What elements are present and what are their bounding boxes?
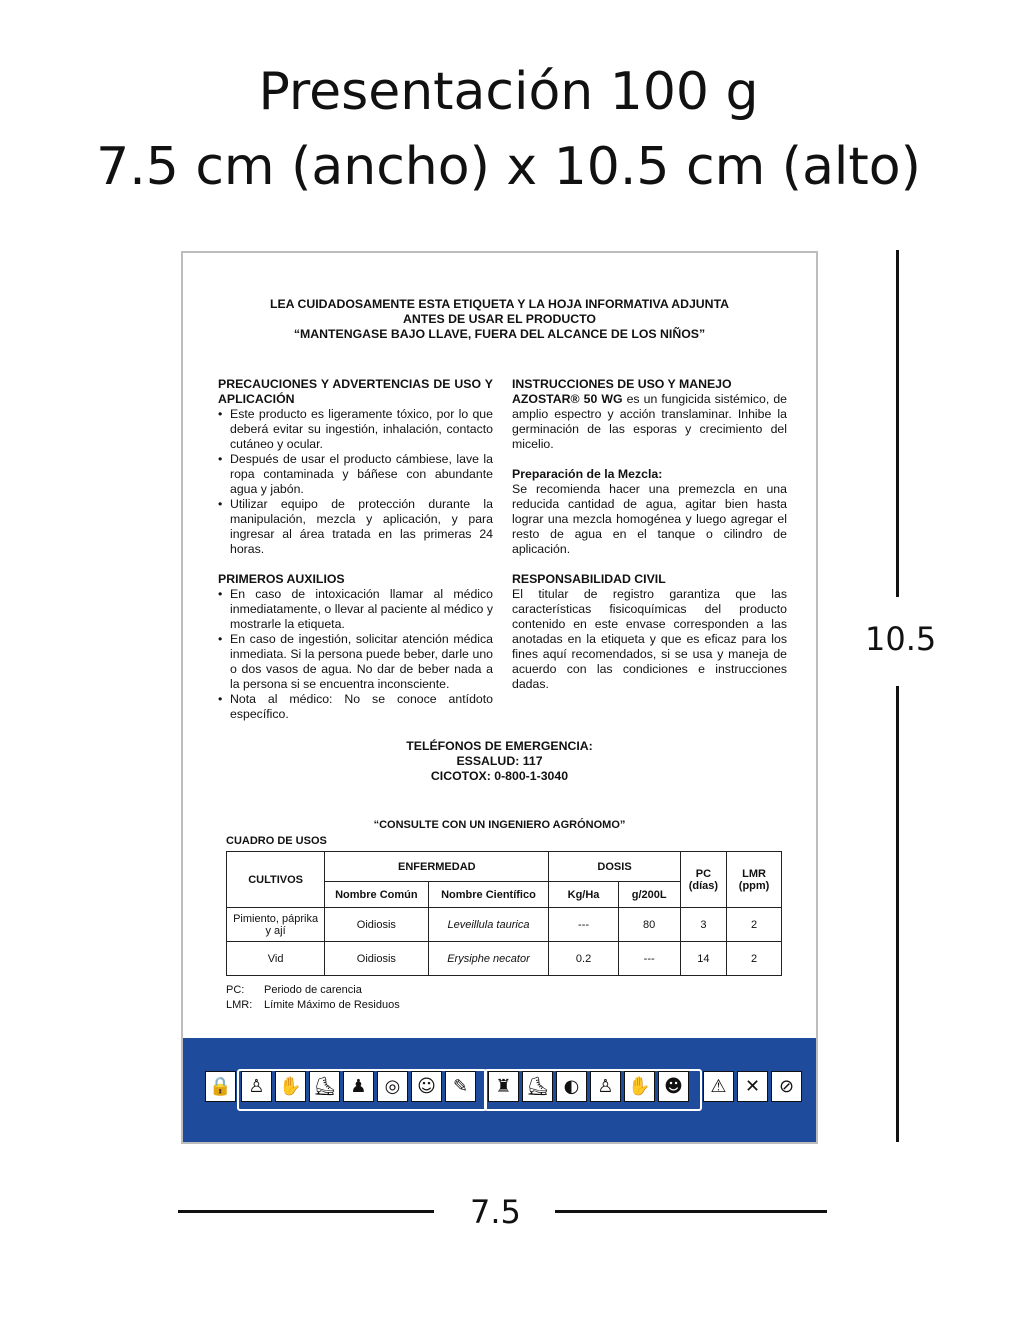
note-text: Límite Máximo de Residuos [264,999,400,1011]
first-aid-list [218,587,493,722]
height-dimension-line-bottom [896,686,899,1142]
note-abbr: PC: [226,984,245,996]
th-dosis: DOSIS [549,852,680,882]
table-row [227,908,782,942]
precautions-title: PRECAUCIONES Y ADVERTENCIAS DE USO Y APLICACIÓN [218,377,493,406]
width-dimension-line-right [555,1210,827,1213]
cell-cultivo: Vid [227,942,325,976]
th-g200l: g/200L [618,882,680,908]
respirator-icon: ☺ [411,1071,442,1102]
list-item: • Este producto es ligeramente tóxico, por lo que deberá evitar su ingestión, inhalación, contacto cutáneo y ocular. [218,407,493,452]
th-kgha: Kg/Ha [549,882,618,908]
table-row [227,942,782,976]
cell-g200l: 80 [618,908,680,942]
th-cultivos: CULTIVOS [227,852,325,908]
liability-title: RESPONSABILIDAD CIVIL [512,572,666,586]
pictogram-strip-prep [241,1071,476,1105]
coverall-icon: ♙ [241,1071,272,1102]
mixing-text: Se recomienda hacer una premezcla en una reducida cantidad de agua, agitar bien hasta lograr una mezcla homogénea y luego agregar el resto de agua en el tanque o cilindro de aplicación. [512,482,787,556]
coverall-icon: ♙ [590,1071,621,1102]
liability-text: El titular de registro garantiza que las características fisicoquímicas del producto contenido en este envase corresponden a las anotadas en la etiqueta y que es eficaz para los fines aquí recomendados, si se usa y maneja de acuerdo con las condiciones e instrucciones dadas. [512,587,787,691]
uses-table [226,851,782,976]
note-lmr [226,998,400,1013]
emergency-line: TELÉFONOS DE EMERGENCIA: [406,739,593,753]
th-nombre-cientifico: Nombre Científico [428,882,549,908]
cell-comun: Oidiosis [325,908,428,942]
note-pc [226,983,362,998]
boots-icon: ♜ [488,1071,519,1102]
wash-after-use-icon: ✎ [445,1071,476,1102]
page-heading-presentation: Presentación 100 g [258,62,759,122]
left-column [218,377,493,722]
pictogram-strip-app [488,1071,689,1105]
cell-pc: 14 [680,942,727,976]
list-item: • En caso de ingestión, solicitar atención médica inmediata. Si la persona puede beber, darle uno o dos vasos de agua. No dar de beber nada a la persona si se encuentra inconsciente. [218,632,493,692]
product-label [181,251,818,1144]
storage-lock-icon: 🔒 [205,1071,236,1102]
boots-icon: ⛸ [522,1071,553,1102]
warning-line: “MANTENGASE BAJO LLAVE, FUERA DEL ALCANCE DE LOS NIÑOS” [293,327,706,341]
cell-pc: 3 [680,908,727,942]
cell-comun: Oidiosis [325,942,428,976]
emergency-phones [183,739,816,784]
harmful-to-fish-icon: ⊘ [771,1071,802,1102]
page-heading-size: 7.5 cm (ancho) x 10.5 cm (alto) [96,137,921,197]
list-item: • Utilizar equipo de protección durante la manipulación, mezcla y aplicación, y para ingresar al área tratada en las primeras 24 horas. [218,497,493,557]
cell-kgha: 0.2 [549,942,618,976]
note-abbr: LMR: [226,999,253,1011]
face-shield-icon: ◐ [556,1071,587,1102]
instructions-title: INSTRUCCIONES DE USO Y MANEJO [512,377,732,391]
th-nombre-comun: Nombre Común [325,882,428,908]
list-item: • Nota al médico: No se conoce antídoto específico. [218,692,493,722]
pictogram-band [183,1038,816,1142]
label-warning [183,297,816,342]
list-item: • En caso de intoxicación llamar al médico inmediatamente, o llevar al paciente al médico y mostrarle la etiqueta. [218,587,493,632]
cell-kgha: --- [549,908,618,942]
harmful-to-animals-icon: ⚠ [703,1071,734,1102]
instructions-text [512,392,787,452]
apron-icon: ♟ [343,1071,374,1102]
emergency-line: ESSALUD: 117 [456,754,543,768]
width-dimension-label: 7.5 [470,1193,521,1231]
width-dimension-line-left [178,1210,434,1213]
mask-icon: ☻ [658,1071,689,1102]
cell-cultivo: Pimiento, páprika y ají [227,908,325,942]
emergency-line: CICOTOX: 0-800-1-3040 [430,769,569,783]
warning-line: LEA CUIDADOSAMENTE ESTA ETIQUETA Y LA HOJA INFORMATIVA ADJUNTA [269,297,730,311]
harmful-to-animals-icon: ✕ [737,1071,768,1102]
cell-lmr: 2 [727,908,782,942]
height-dimension-line-top [896,250,899,597]
precautions-list [218,407,493,557]
first-aid-title: PRIMEROS AUXILIOS [218,572,345,586]
warning-line: ANTES DE USAR EL PRODUCTO [403,312,596,326]
pictogram-strip [205,1071,236,1105]
cell-g200l: --- [618,942,680,976]
th-pc: PC (días) [680,852,727,908]
pictogram-strip-env [703,1071,802,1105]
note-text: Periodo de carencia [264,984,362,996]
goggles-icon: ◎ [377,1071,408,1102]
th-lmr: LMR (ppm) [727,852,782,908]
height-dimension-label: 10.5 [865,620,937,658]
uses-table-title: CUADRO DE USOS [226,835,327,847]
cell-lmr: 2 [727,942,782,976]
th-enfermedad: ENFERMEDAD [325,852,549,882]
mixing-title: Preparación de la Mezcla: [512,467,663,481]
list-item: • Después de usar el producto cámbiese, lave la ropa contaminada y báñese con abundante agua y jabón. [218,452,493,497]
consult-agronomist: “CONSULTE CON UN INGENIERO AGRÓNOMO” [373,819,626,831]
instructions-body: es un fungicida sistémico, de amplio espectro y acción translaminar. Inhibe la germinación de las esporas y crecimiento del micelio. [512,392,787,451]
boots-icon: ⛸ [309,1071,340,1102]
gloves-icon: ✋ [624,1071,655,1102]
cell-cientifico: Erysiphe necator [428,942,549,976]
product-name: AZOSTAR® 50 WG [512,392,623,406]
cell-cientifico: Leveillula taurica [428,908,549,942]
gloves-icon: ✋ [275,1071,306,1102]
right-column [512,377,787,692]
